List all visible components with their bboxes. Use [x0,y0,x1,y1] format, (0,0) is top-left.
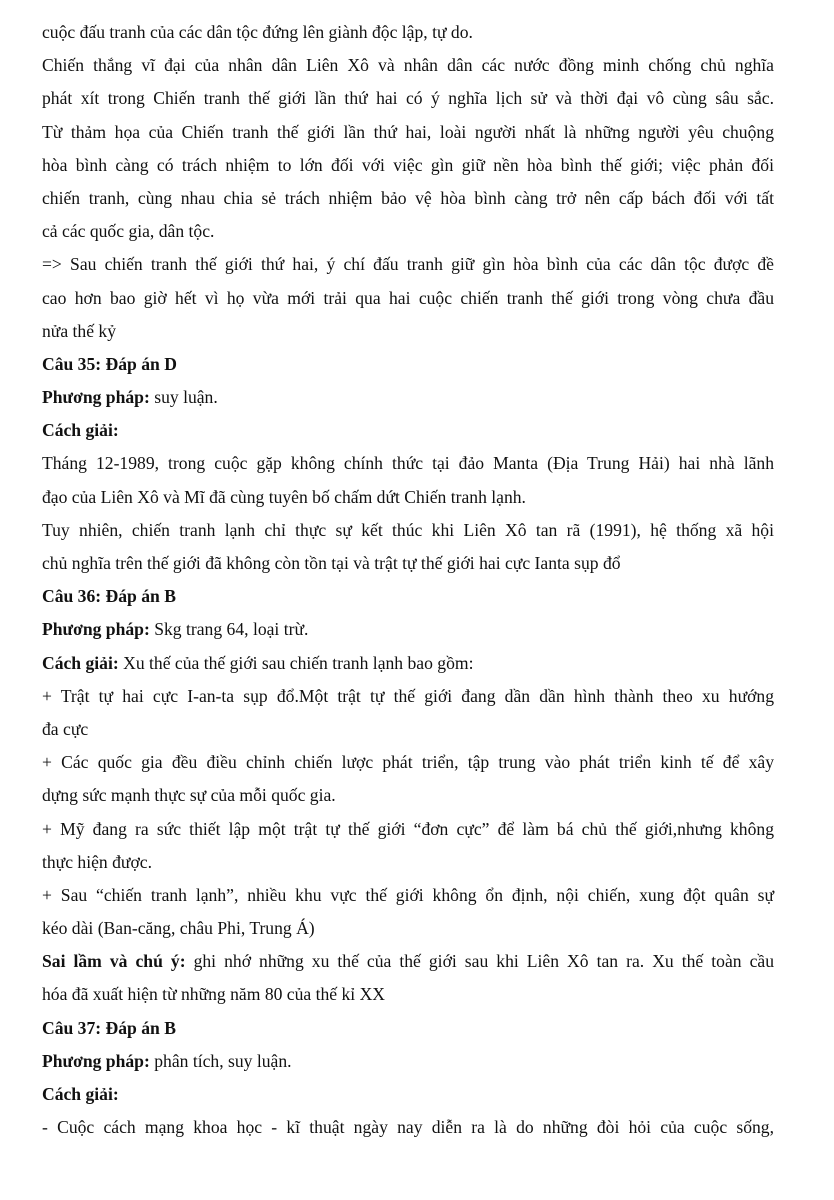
text-line: => Sau chiến tranh thế giới thứ hai, ý chí đấu tranh giữ gìn hòa bình của các dân tộc được đề [42,254,774,275]
question-37-heading: Câu 37: Đáp án B [42,1017,176,1038]
text-line: Chiến thắng vĩ đại của nhân dân Liên Xô và nhân dân các nước đồng minh chống chủ nghĩa [42,55,774,76]
text-line: đa cực [42,718,89,739]
method-text: phân tích, suy luận. [149,1050,292,1071]
question-35-method [42,381,774,414]
method-label: Phương pháp: [42,619,150,640]
text-line: thực hiện được. [42,851,152,872]
text-line: chủ nghĩa trên thế giới đã không còn tồn tại và trật tự thế giới hai cực Ianta sụp đổ [42,553,621,573]
question-37-method [42,1045,774,1078]
text-line: hóa đã xuất hiện từ những năm 80 của thế kỉ XX [42,984,386,1005]
question-35-heading: Câu 35: Đáp án D [42,353,177,374]
question-36-note [42,945,774,978]
note-label: Sai lầm và chú ý: [42,951,186,972]
note-text: ghi nhớ những xu thế của thế giới sau khi Liên Xô tan ra. Xu thế toàn cầu [185,951,774,972]
question-36-method [42,613,774,646]
text-line: Tuy nhiên, chiến tranh lạnh chỉ thực sự kết thúc khi Liên Xô tan rã (1991), hệ thống xã hội [42,519,774,540]
text-line: + Sau “chiến tranh lạnh”, nhiều khu vực thế giới không ổn định, nội chiến, xung đột quân sự [42,884,774,905]
text-line: cả các quốc gia, dân tộc. [42,221,215,242]
text-line: cuộc đấu tranh của các dân tộc đứng lên giành độc lập, tự do. [42,22,473,42]
text-line: + Mỹ đang ra sức thiết lập một trật tự thế giới “đơn cực” để làm bá chủ thế giới,nhưng không [42,818,774,839]
text-line: phát xít trong Chiến tranh thế giới lần thứ hai có ý nghĩa lịch sử và thời đại vô cùng sâu sắc. [42,88,774,109]
text-line: + Trật tự hai cực I-an-ta sụp đổ.Một trật tự thế giới đang dần dần hình thành theo xu hướng [42,685,774,706]
question-35-solution-label: Cách giải: [42,420,119,441]
text-line: Từ thảm họa của Chiến tranh thế giới lần thứ hai, loài người nhất là những người yêu chuộng [42,121,774,142]
question-36-heading: Câu 36: Đáp án B [42,586,176,607]
solution-text: Xu thế của thế giới sau chiến tranh lạnh bao gồm: [118,652,474,673]
document-page [42,16,774,1144]
text-line: hòa bình càng có trách nhiệm to lớn đối với việc gìn giữ nền hòa bình thế giới; việc phản đối [42,154,774,175]
text-line: + Các quốc gia đều điều chỉnh chiến lược phát triển, tập trung vào phát triển kinh tế để xây [42,752,774,773]
text-line: Tháng 12-1989, trong cuộc gặp không chính thức tại đảo Manta (Địa Trung Hải) hai nhà lãnh [42,453,774,474]
text-line: đạo của Liên Xô và Mĩ đã cùng tuyên bố chấm dứt Chiến tranh lạnh. [42,486,526,507]
text-line: chiến tranh, cùng nhau chia sẻ trách nhiệm bảo vệ hòa bình càng trở nên cấp bách đối với tất [42,187,774,208]
text-line: kéo dài (Ban-căng, châu Phi, Trung Á) [42,918,315,939]
method-label: Phương pháp: [42,387,150,408]
text-line: nửa thế kỷ [42,320,117,341]
solution-label: Cách giải: [42,652,119,673]
question-36-solution [42,647,774,680]
text-line: - Cuộc cách mạng khoa học - kĩ thuật ngày nay diễn ra là do những đòi hỏi của cuộc sống, [42,1117,774,1138]
text-line: cao hơn bao giờ hết vì họ vừa mới trải qua hai cuộc chiến tranh thế giới trong vòng chưa đầu [42,287,774,308]
text-line: dựng sức mạnh thực sự của mỗi quốc gia. [42,785,336,806]
question-37-solution-label: Cách giải: [42,1084,119,1104]
method-text: suy luận. [149,387,218,408]
method-label: Phương pháp: [42,1050,150,1071]
method-text: Skg trang 64, loại trừ. [149,619,309,640]
